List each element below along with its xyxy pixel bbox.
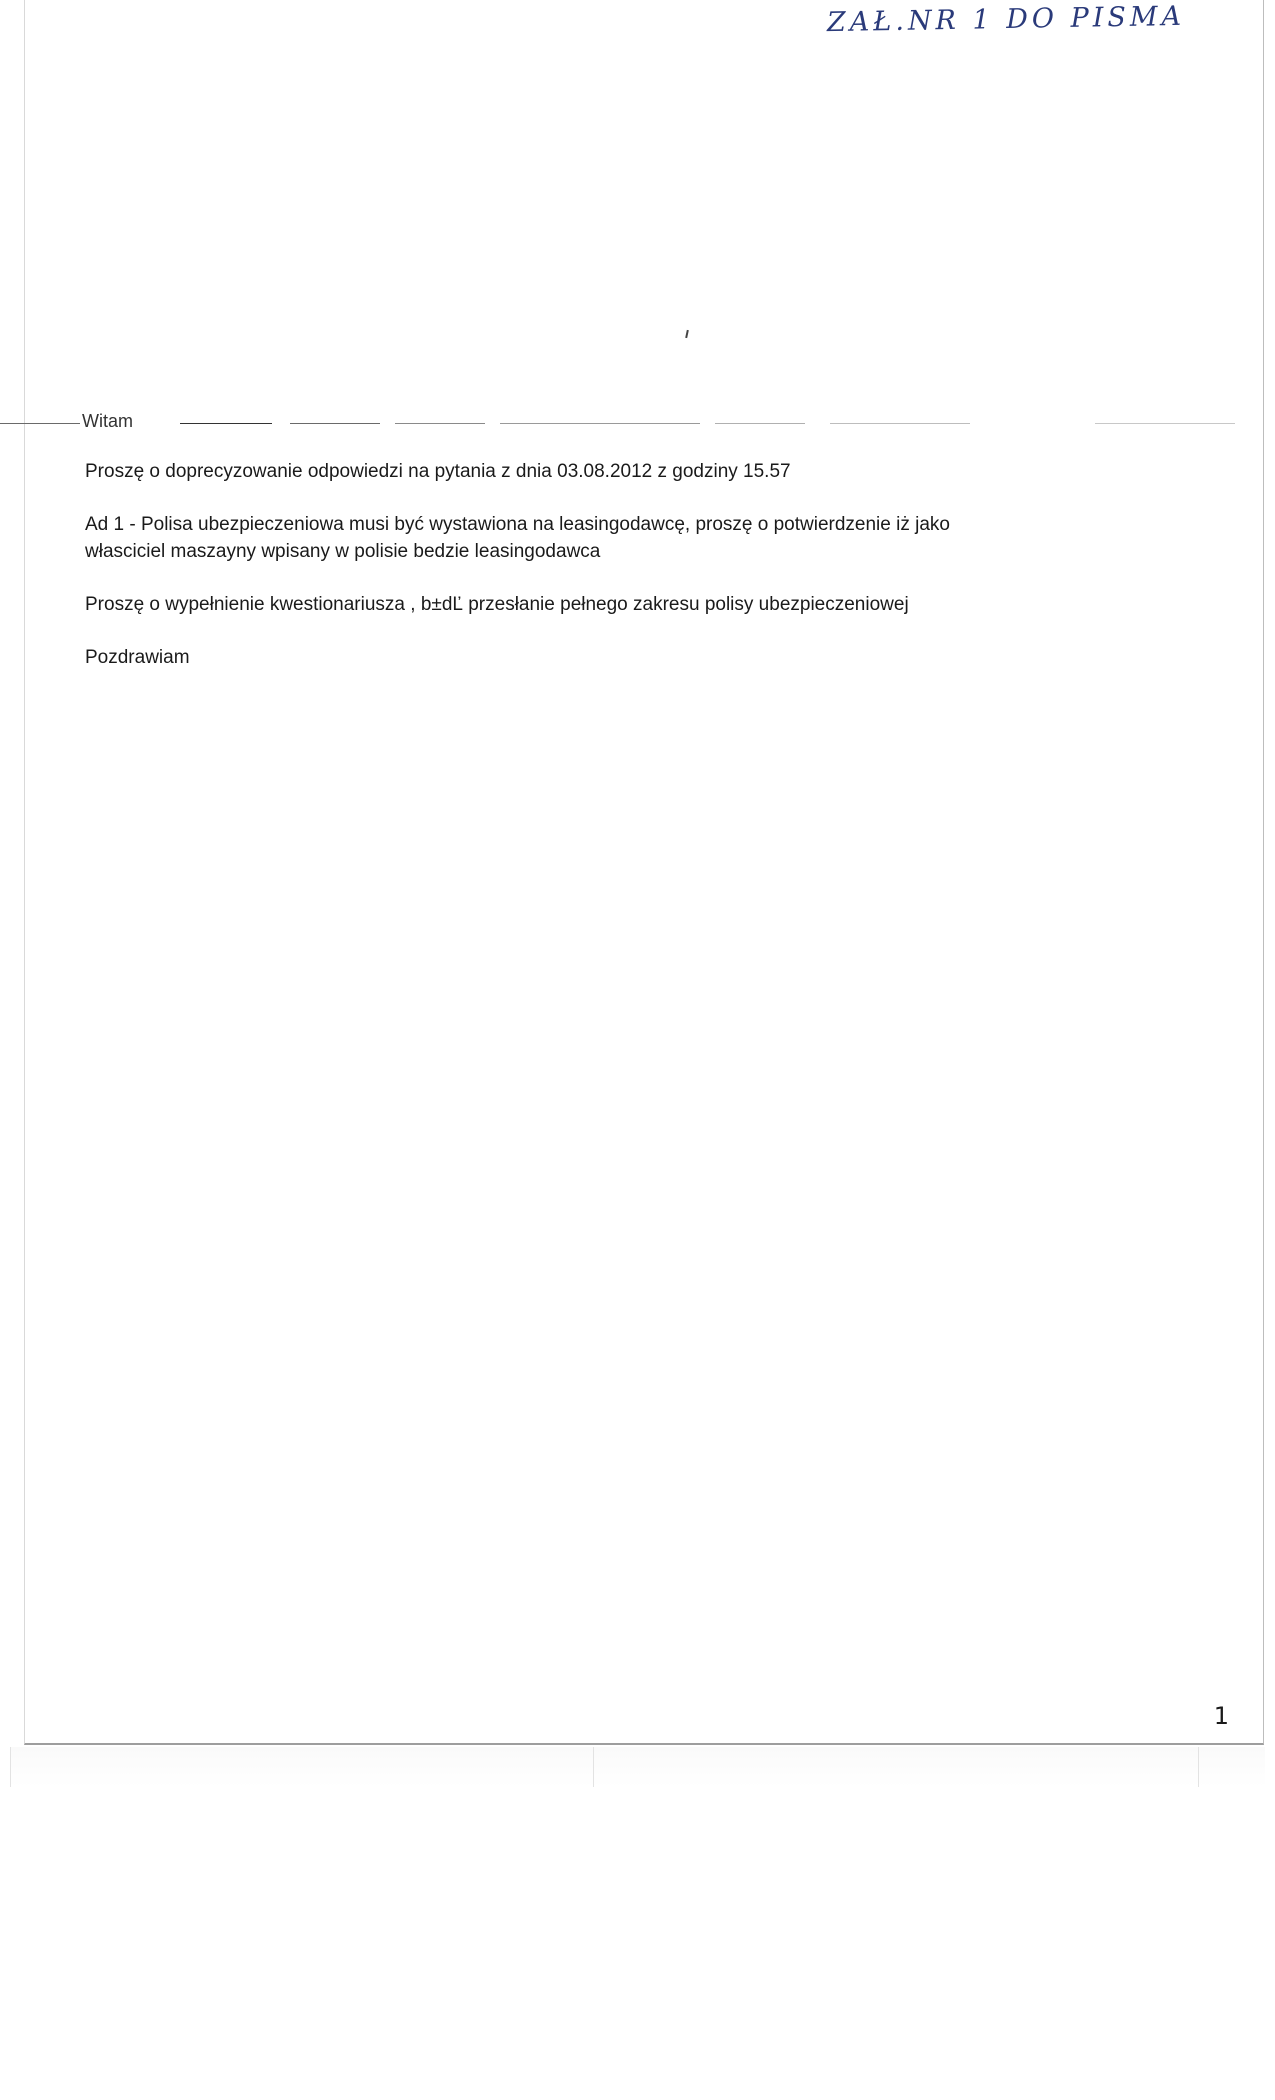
page-number: 1	[1213, 1702, 1229, 1730]
handwritten-annotation: ZAŁ.NR 1 DO PISMA	[826, 0, 1186, 39]
document-page	[24, 0, 1264, 1745]
paragraph-request: Proszę o doprecyzowanie odpowiedzi na pytania z dnia 03.08.2012 z godziny 15.57	[85, 461, 791, 482]
paragraph-closing: Pozdrawiam	[85, 647, 190, 668]
paragraph-questionnaire: Proszę o wypełnienie kwestionariusza , b±dĽ przesłanie pełnego zakresu polisy ubezpieczeniowej	[85, 594, 909, 615]
cutoff-greeting: Witam	[82, 411, 133, 431]
truncated-separator-line	[0, 411, 1275, 432]
email-body	[85, 458, 1085, 697]
stray-ink-mark	[685, 330, 689, 338]
scan-bottom-edge	[10, 1747, 1265, 1787]
paragraph-ad1: Ad 1 - Polisa ubezpieczeniowa musi być wystawiona na leasingodawcę, proszę o potwierdzenie iż jako własciciel maszayny wpisany w polisie bedzie leasingodawca	[85, 514, 950, 562]
